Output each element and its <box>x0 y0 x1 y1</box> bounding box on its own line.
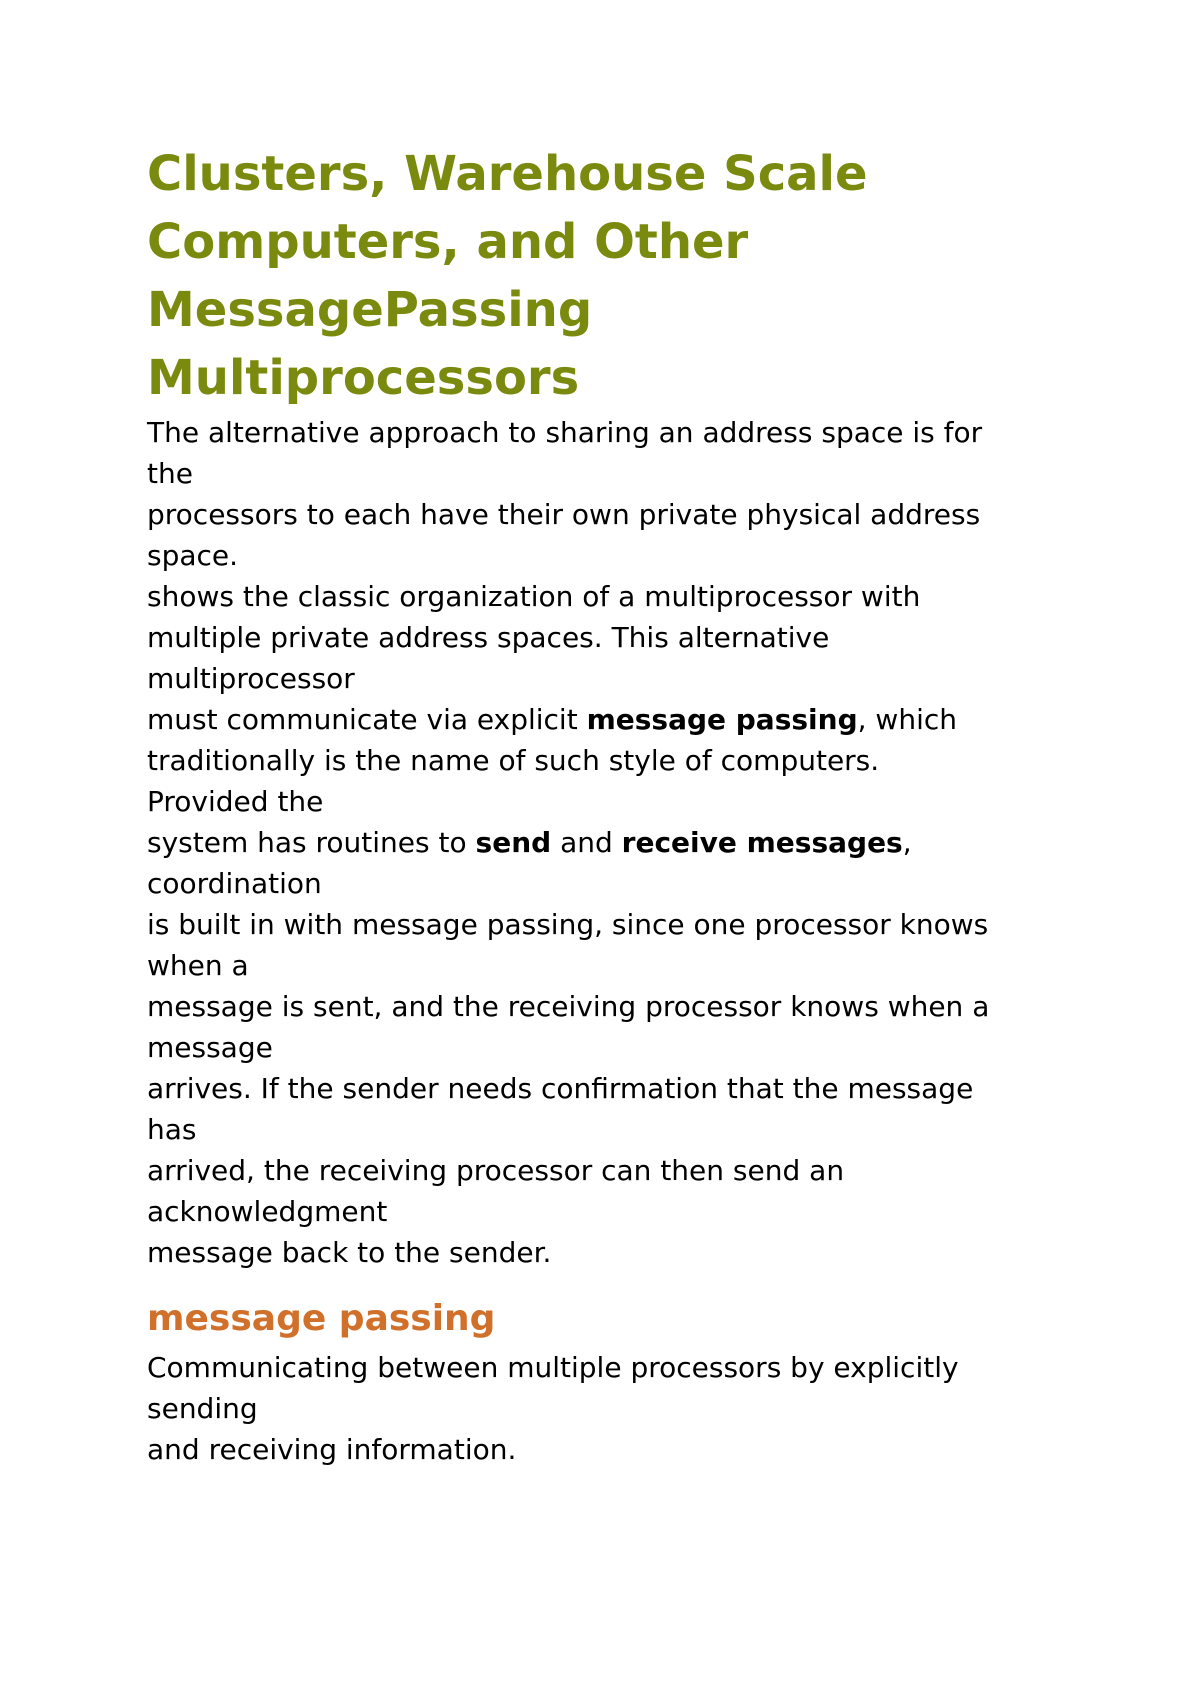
title-line: Computers, and Other <box>147 214 749 270</box>
body-paragraph <box>147 412 1087 1273</box>
title-line: Clusters, Warehouse Scale <box>147 146 868 202</box>
body-line: message <box>147 1031 273 1064</box>
definition-line: sending <box>147 1392 258 1425</box>
body-line: shows the classic organization of a multiprocessor with <box>147 580 921 613</box>
body-line: message is sent, and the receiving processor knows when a <box>147 990 990 1023</box>
body-text-segment: must communicate via explicit <box>147 703 587 736</box>
body-line: message back to the sender. <box>147 1236 552 1269</box>
body-line: is built in with message passing, since one processor knows <box>147 908 989 941</box>
body-text-segment: system has routines to <box>147 826 476 859</box>
body-line: The alternative approach to sharing an address space is for <box>147 416 983 449</box>
title-line: MessagePassing <box>147 282 593 338</box>
body-line: has <box>147 1113 197 1146</box>
definition-line: and receiving information. <box>147 1433 517 1466</box>
bold-term: message passing <box>586 703 858 736</box>
body-line: space. <box>147 539 239 572</box>
body-line: multiple private address spaces. This alternative <box>147 621 830 654</box>
bold-term: send <box>475 826 552 859</box>
body-line <box>147 822 1087 863</box>
page-content <box>147 140 1087 1470</box>
definition-term-heading: message passing <box>147 1298 496 1339</box>
body-line: multiprocessor <box>147 662 355 695</box>
body-line: arrives. If the sender needs confirmation that the message <box>147 1072 974 1105</box>
body-text-segment: , which <box>857 703 957 736</box>
body-line: the <box>147 457 193 490</box>
body-line: acknowledgment <box>147 1195 388 1228</box>
body-line: arrived, the receiving processor can then send an <box>147 1154 845 1187</box>
definition-paragraph <box>147 1347 1087 1470</box>
body-line: traditionally is the name of such style of computers. <box>147 744 880 777</box>
title-line: Multiprocessors <box>147 350 580 406</box>
body-line: coordination <box>147 867 322 900</box>
body-line: processors to each have their own private physical address <box>147 498 981 531</box>
body-text-segment: and <box>551 826 622 859</box>
body-line <box>147 699 1087 740</box>
body-text-segment: , <box>902 826 912 859</box>
definition-line: Communicating between multiple processors by explicitly <box>147 1351 959 1384</box>
bold-term: receive messages <box>621 826 903 859</box>
body-line: when a <box>147 949 249 982</box>
body-line: Provided the <box>147 785 324 818</box>
document-title <box>147 140 1087 412</box>
